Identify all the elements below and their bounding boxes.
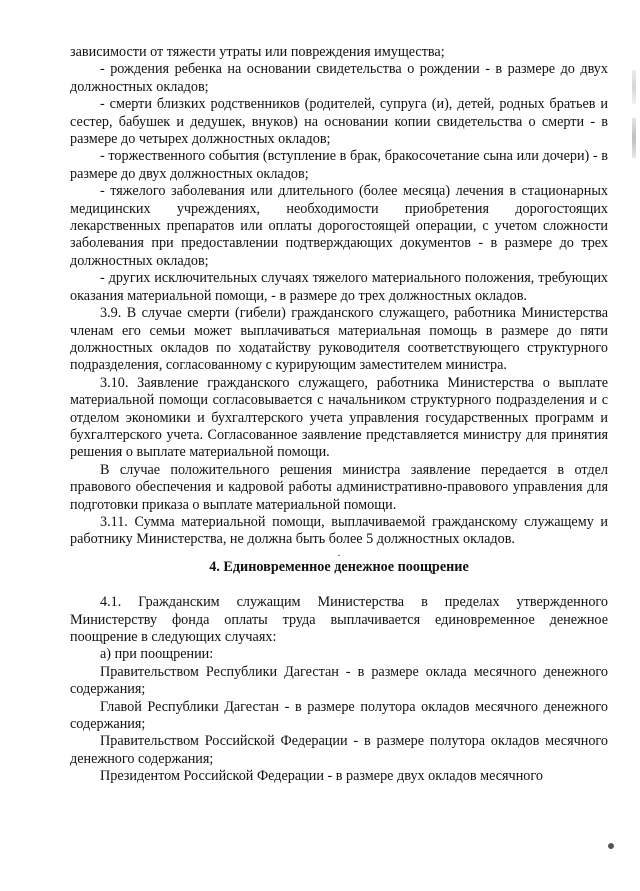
list-item-celebration: - торжественного события (вступление в брак, бракосочетание сына или дочери) - в размере до двух должностных окладов; — [70, 148, 608, 182]
paragraph: зависимости от тяжести утраты или повреждения имущества; — [70, 44, 445, 60]
paragraph-positive-decision: В случае положительного решения министра заявление передается в отдел правового обеспечения и кадровой работы административно-правового управления для подготовки приказа о выплате материальной помощи. — [70, 461, 608, 513]
clause-4-1: 4.1. Гражданским служащим Министерства в пределах утвержденного Министерству фонда оплаты труда выплачивается единовременное денежное поощрение в следующих случаях: — [70, 594, 608, 645]
award-president-rf: Президентом Российской Федерации - в размере двух окладов месячного — [100, 768, 543, 785]
section-heading: 4. Единовременное денежное поощрение — [209, 558, 469, 575]
clause-3-10: 3.10. Заявление гражданского служащего, работника Министерства о выплате материальной помощи согласовывается с начальником структурного подразделения и с отделом экономики и бухгалтерского учета управления государственных программ и бухгалтерского учета. Согласованное заявление представляется министру для принятия решения о выплате материальной помощи. — [70, 374, 608, 461]
list-item-exceptional: - других исключительных случаях тяжелого материального положения, требующих оказания материальной помощи, - в размере до трех должностных окладов. — [70, 270, 608, 304]
clause-3-9: 3.9. В случае смерти (гибели) гражданского служащего, работника Министерства членам его семьи может выплачиваться материальная помощь в размере до пяти должностных окладов по ходатайству руководителя соответствующего структурного подразделения, согласованному с курирующим заместителем министра. — [70, 305, 608, 374]
list-item-death-relatives: - смерти близких родственников (родителей, супруга (и), детей, родных братьев и сестер, бабушек и дедушек, внуков) на основании копии свидетельства о смерти - в размере до четырех должностных окладов; — [70, 96, 608, 148]
award-head-rd: Главой Республики Дагестан - в размере полутора окладов месячного денежного содержания; — [70, 698, 608, 733]
scan-edge-mark — [632, 118, 636, 158]
scan-edge-mark — [632, 70, 636, 104]
list-item-illness: - тяжелого заболевания или длительного (более месяца) лечения в стационарных медицинских учреждениях, необходимости приобретения дорогостоящих лекарственных препаратов или оплаты дорогостоящей операции, с учетом сложности заболевания при предоставлении подтверждающих документов - в размере до трех должностных окладов; — [70, 183, 608, 269]
award-government-rf: Правительством Российской Федерации - в размере полутора окладов месячного денежного содержания; — [70, 733, 608, 767]
clause-3-11: 3.11. Сумма материальной помощи, выплачиваемой гражданскому служащему и работнику Министерства, не должна быть более 5 должностных окладов. — [70, 513, 608, 548]
subclause-a: а) при поощрении: — [100, 646, 214, 663]
list-item-birth: - рождения ребенка на основании свидетельства о рождении - в размере до двух должностных окладов; — [70, 61, 608, 95]
stray-dot: . — [337, 547, 341, 559]
scan-corner-mark — [608, 843, 614, 849]
award-government-rd: Правительством Республики Дагестан - в размере оклада месячного денежного содержания; — [70, 663, 608, 698]
